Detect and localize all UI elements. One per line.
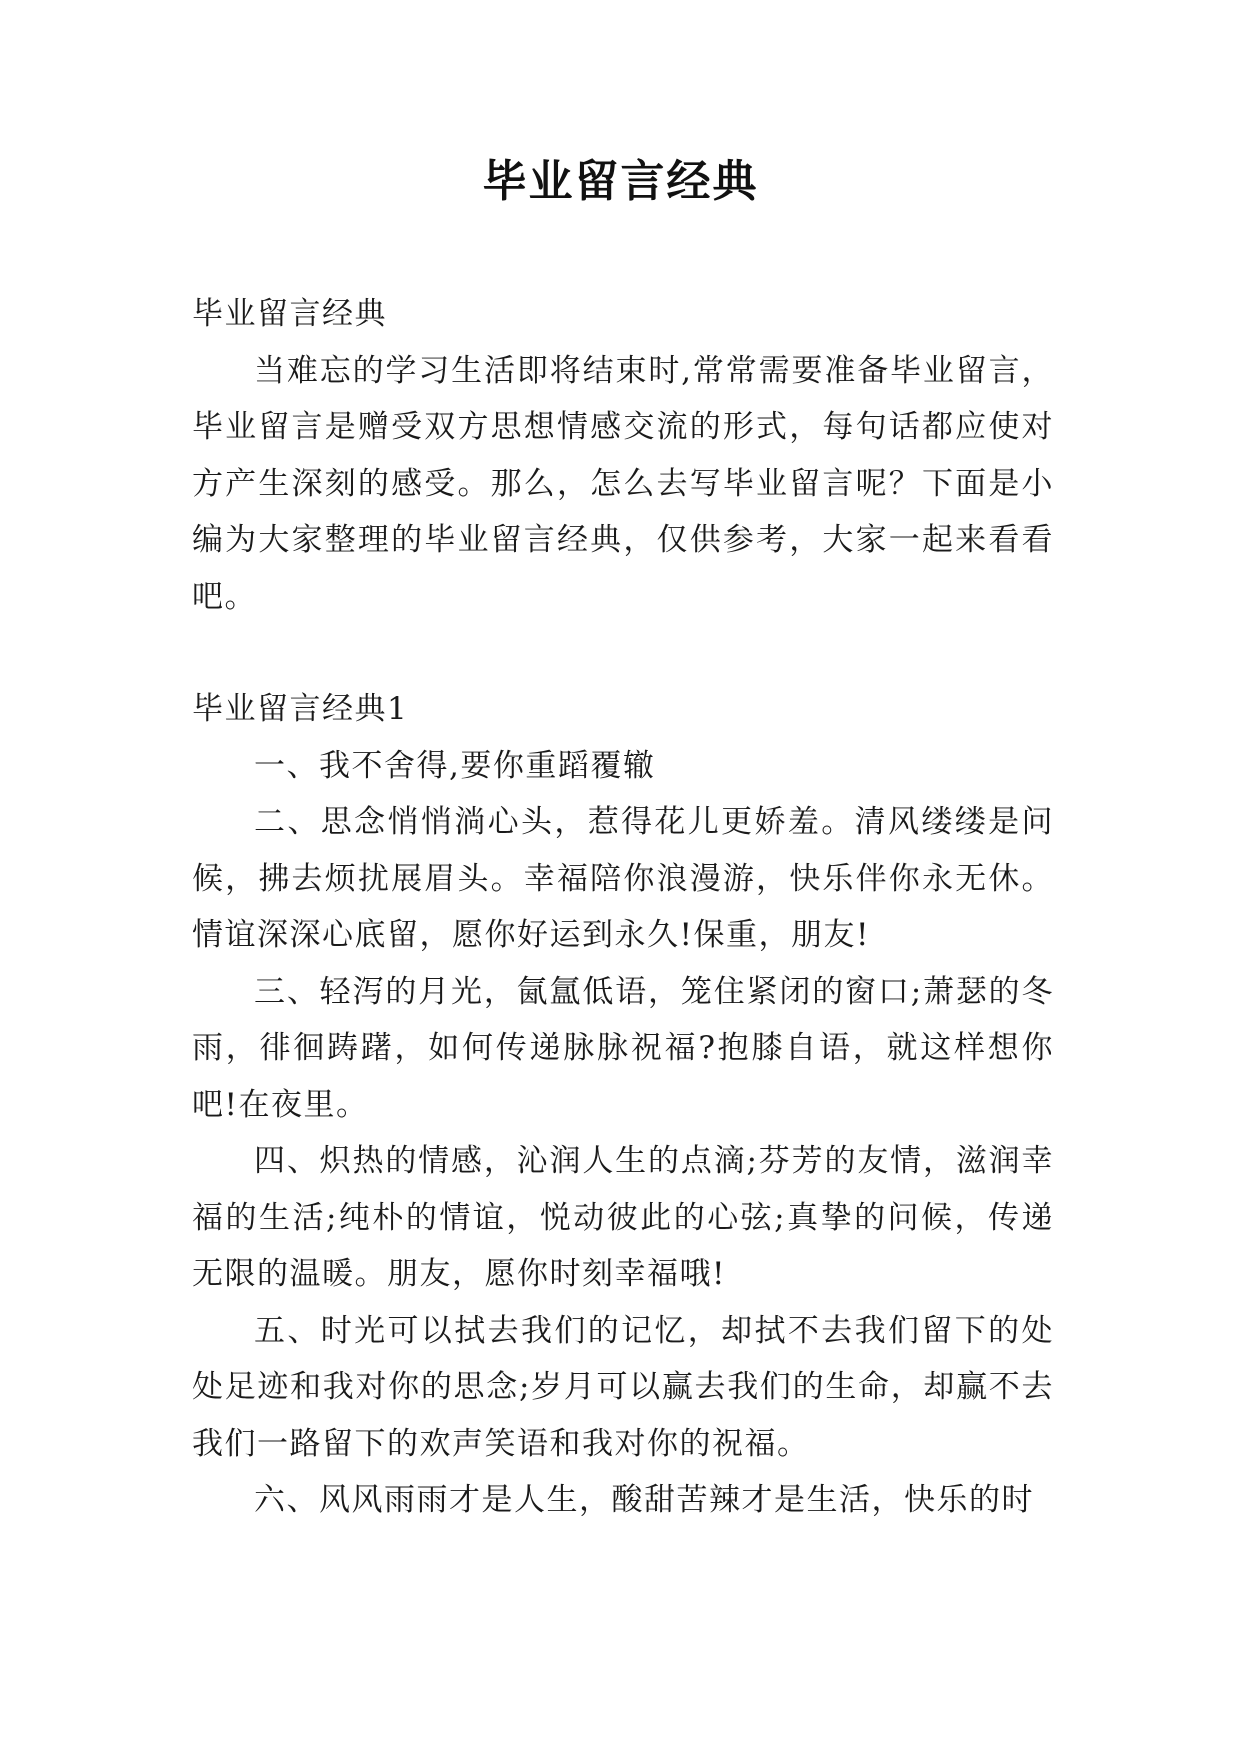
section-heading-intro: 毕业留言经典 bbox=[192, 296, 387, 332]
list-item: 一、我不舍得,要你重蹈覆辙 bbox=[254, 747, 656, 784]
list-item: 二、思念悄悄淌心头，惹得花儿更娇羞。清风缕缕是问候，拂去烦扰展眉头。幸福陪你浪漫游，快乐伴你永无休。情谊深深心底留，愿你好运到永久!保重，朋友! bbox=[192, 804, 1054, 953]
intro-paragraph: 当难忘的学习生活即将结束时,常常需要准备毕业留言，毕业留言是赠受双方思想情感交流的形式，每句话都应使对方产生深刻的感受。那么，怎么去写毕业留言呢？下面是小编为大家整理的毕业留言经典，仅供参考，大家一起来看看吧。 bbox=[192, 352, 1054, 615]
list-item: 四、炽热的情感，沁润人生的点滴;芬芳的友情，滋润幸福的生活;纯朴的情谊，悦动彼此的心弦;真挚的问候，传递无限的温暖。朋友，愿你时刻幸福哦! bbox=[192, 1143, 1054, 1292]
list-item: 三、轻泻的月光，氤氲低语，笼住紧闭的窗口;萧瑟的冬雨，徘徊踌躇，如何传递脉脉祝福?抱膝自语，就这样想你吧!在夜里。 bbox=[192, 973, 1054, 1123]
list-item: 五、时光可以拭去我们的记忆，却拭不去我们留下的处处足迹和我对你的思念;岁月可以赢去我们的生命，却赢不去我们一路留下的欢声笑语和我对你的祝福。 bbox=[192, 1312, 1054, 1462]
document-body bbox=[192, 286, 1054, 1529]
list-item: 六、风风雨雨才是人生，酸甜苦辣才是生活，快乐的时 bbox=[254, 1482, 1034, 1518]
page-title: 毕业留言经典 bbox=[482, 156, 759, 207]
section-heading-1: 毕业留言经典1 bbox=[192, 691, 409, 727]
